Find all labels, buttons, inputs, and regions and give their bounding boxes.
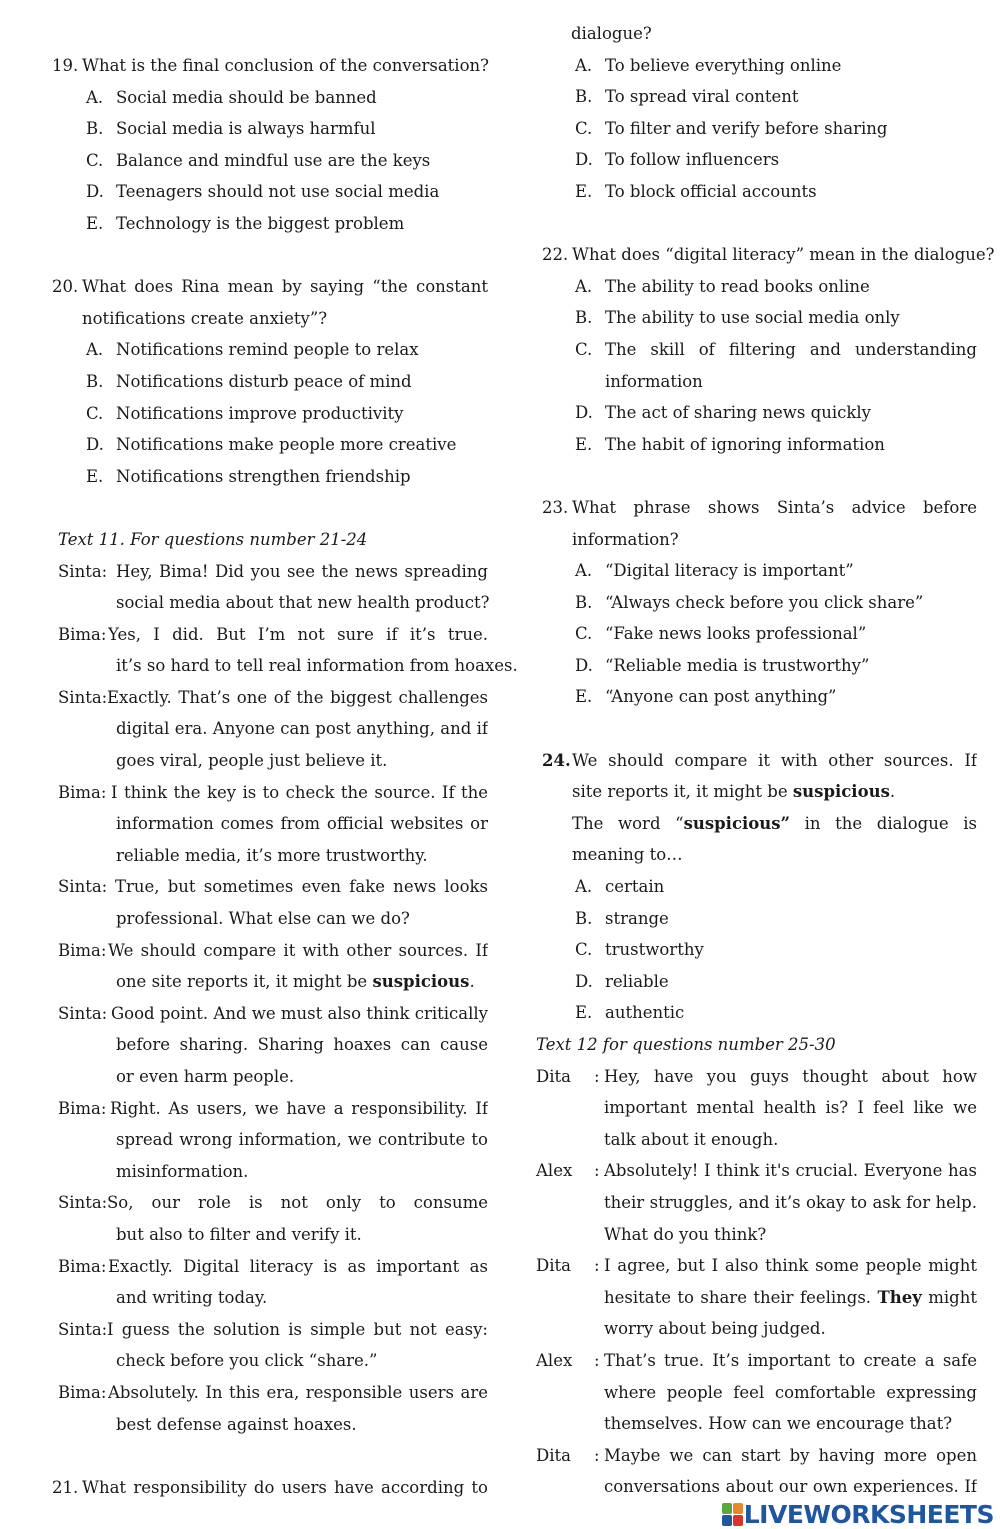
speaker: Sinta: — [58, 1193, 108, 1213]
question-number: 23. — [542, 497, 569, 517]
key-word: They — [877, 1287, 922, 1307]
speaker: Sinta: — [58, 561, 108, 581]
question-number: 20. — [52, 277, 79, 297]
option-a[interactable]: A. Notifications remind people to relax — [86, 340, 419, 360]
text-11-heading: Text 11. For questions number 21-24 — [58, 529, 368, 549]
question-text: What phrase shows Sinta’s advice before — [572, 497, 977, 517]
question-24: 24. We should compare it with other sources. If site reports it, it might be suspicious. The word “suspicious” in the dialogue is meaning to… A. certain B. strange C. trustworthy D. reliable E. authentic — [536, 745, 977, 1029]
option-b[interactable]: B. “Always check before you click share” — [575, 592, 924, 612]
liveworksheets-logo — [722, 1501, 994, 1527]
key-word: suspicious — [792, 782, 890, 802]
option-e[interactable]: E. Technology is the biggest problem — [86, 213, 405, 233]
option-b[interactable]: B. Social media is always harmful — [86, 119, 376, 139]
logo-text: LIVEWORKSHEETS — [743, 1499, 994, 1529]
speaker: Sinta: — [58, 1003, 108, 1023]
speaker: Sinta: — [58, 877, 108, 897]
key-word: suspicious — [372, 972, 470, 992]
speaker: Alex — [536, 1350, 573, 1370]
option-d[interactable]: D. reliable — [575, 971, 669, 991]
option-c[interactable]: C. Notifications improve productivity — [86, 403, 404, 423]
question-text-cont: dialogue? — [571, 24, 652, 43]
question-19 — [52, 50, 488, 240]
speaker: Dita — [536, 1445, 571, 1465]
text-12-dialogue: Dita : Hey, have you guys thought about how important mental health is? I feel like we talk about it enough. Alex : Absolutely! I think it's crucial. Everyone has their struggles, and it’s okay to ask for help. What do you think? Dita : I agree, but I also think some people might hesitate to share their feelings. They might worry about being judged. Alex : That’s true. It’s important to create a safe where people feel comfortable expressing themselves. How can we encourage that? Dita : Maybe we can start by having more open conversations about our own experiences. If — [536, 1061, 977, 1503]
option-b[interactable]: B. Notifications disturb peace of mind — [86, 371, 412, 391]
option-d[interactable]: D. Notifications make people more creative — [86, 435, 457, 455]
left-column — [52, 0, 518, 1503]
option-c[interactable]: C. Balance and mindful use are the keys — [86, 150, 431, 170]
text-11-dialogue: Sinta: Hey, Bima! Did you see the news spreading social media about that new health product? Bima: Yes, I did. But I’m not sure if it’s true. it’s so hard to tell real information from hoaxes. Sinta: Exactly. That’s one of the biggest challenges digital era. Anyone can post anything, and if goes viral, people just believe it. Bima: I think the key is to check the source. If the information comes from official websites or reliable media, it’s more trustworthy. Sinta: True, but sometimes even fake news looks professional. What else can we do? Bima: We should compare it with other sources. If one site reports it, it might be suspicious. Sinta: Good point. And we must also think critically before sharing. Sharing hoaxes can cause or even harm people. Bima: Right. As users, we have a responsibility. If spread wrong information, we contribute to misinformation. Sinta: So, our role is not only to consume but also to filter and verify it. Bima: Exactly. Digital literacy is as important as and writing today. Sinta: I guess the solution is simple but not easy: check before you click “share.” Bima: Absolutely. In this era, responsible users are best defense against hoaxes. — [52, 556, 488, 1441]
question-number: 24. — [542, 750, 571, 770]
liveworksheets-logo-icon — [722, 1503, 742, 1525]
question-number: 22. — [542, 245, 569, 265]
option-e[interactable]: E. Notifications strengthen friendship — [86, 466, 411, 486]
question-text: What is the final conclusion of the conversation? — [82, 56, 489, 75]
question-21 — [52, 1472, 488, 1504]
question-text-cont: notifications create anxiety”? — [82, 308, 328, 328]
option-c[interactable]: C. The skill of filtering and understanding — [575, 339, 977, 359]
speaker: Bima: — [58, 624, 107, 644]
option-e[interactable]: E. To block official accounts — [575, 181, 817, 201]
option-c[interactable]: C. To filter and verify before sharing — [575, 118, 888, 138]
option-a[interactable]: A. “Digital literacy is important” — [575, 561, 854, 581]
text-12-heading: Text 12 for questions number 25-30 — [536, 1035, 836, 1054]
option-a[interactable]: A. To believe everything online — [575, 55, 842, 75]
speaker: Bima: — [58, 1256, 107, 1276]
question-text: We should compare it with other sources. If — [572, 750, 977, 770]
question-23: 23. What phrase shows Sinta’s advice before information? A. “Digital literacy is important” B. “Always check before you click share” C. “Fake news looks professional” D. “Reliable media is trustworthy” E. “Anyone can post anything” — [536, 492, 977, 713]
option-e[interactable]: E. “Anyone can post anything” — [575, 687, 837, 707]
speaker: Dita — [536, 1066, 571, 1086]
question-text: What responsibility do users have according to — [82, 1477, 488, 1497]
question-22: 22. What does “digital literacy” mean in the dialogue? A. The ability to read books online B. The ability to use social media only C. The skill of filtering and understanding information D. The act of sharing news quickly E. The habit of ignoring information — [536, 239, 977, 460]
option-e[interactable]: E. The habit of ignoring information — [575, 434, 885, 454]
option-e[interactable]: E. authentic — [575, 1003, 685, 1023]
option-b[interactable]: B. strange — [575, 908, 669, 928]
question-20 — [52, 271, 488, 492]
speaker: Alex — [536, 1161, 573, 1181]
question-text: What does “digital literacy” mean in the dialogue? — [572, 245, 995, 265]
right-column — [536, 0, 995, 1503]
option-b[interactable]: B. To spread viral content — [575, 87, 799, 107]
speaker: Dita — [536, 1256, 571, 1276]
option-b[interactable]: B. The ability to use social media only — [575, 308, 900, 328]
speaker: Sinta: — [58, 1319, 108, 1339]
option-a[interactable]: A. certain — [575, 877, 665, 897]
speaker: Bima: — [58, 940, 107, 960]
question-text: What does Rina mean by saying “the constant — [82, 277, 488, 297]
option-a[interactable]: A. The ability to read books online — [575, 276, 870, 296]
speaker: Bima: — [58, 782, 107, 802]
question-number: 19. — [52, 56, 79, 75]
key-word: suspicious” — [683, 813, 791, 833]
option-a[interactable]: A. Social media should be banned — [86, 87, 377, 107]
option-c[interactable]: C. “Fake news looks professional” — [575, 624, 867, 644]
option-c[interactable]: C. trustworthy — [575, 940, 704, 960]
speaker: Sinta: — [58, 687, 108, 707]
option-d[interactable]: D. To follow influencers — [575, 150, 780, 170]
option-d[interactable]: D. The act of sharing news quickly — [575, 403, 871, 423]
question-21-cont — [536, 18, 977, 208]
speaker: Bima: — [58, 1098, 107, 1118]
option-d[interactable]: D. “Reliable media is trustworthy” — [575, 655, 870, 675]
question-number: 21. — [52, 1477, 79, 1497]
option-d[interactable]: D. Teenagers should not use social media — [86, 182, 440, 202]
speaker: Bima: — [58, 1382, 107, 1402]
